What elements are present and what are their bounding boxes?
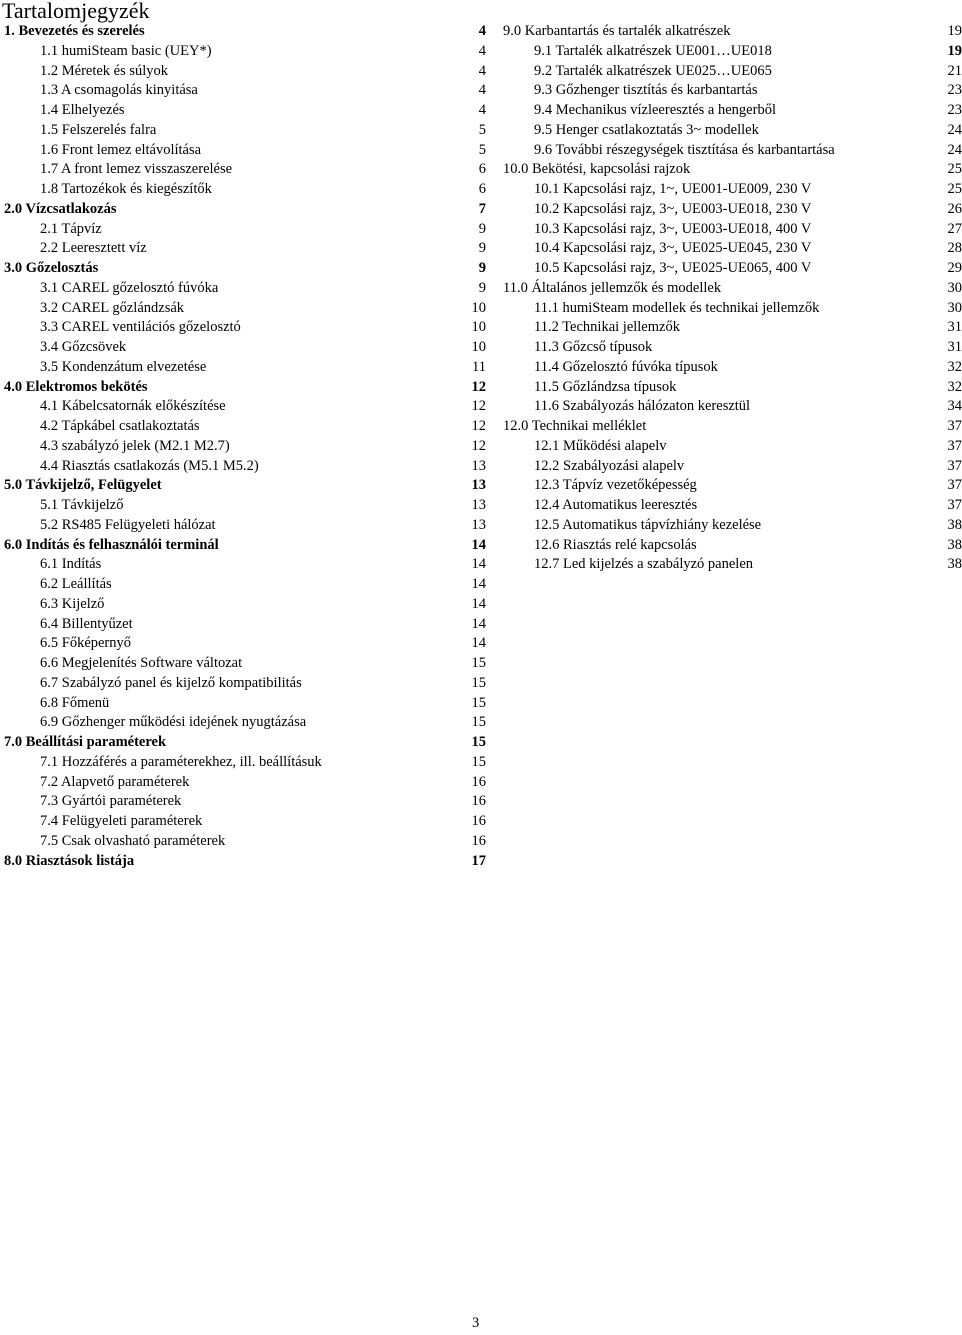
toc-entry-title: 11.3 Gőzcső típusok	[534, 339, 653, 355]
toc-entry[interactable]	[0, 62, 486, 82]
toc-entry[interactable]	[0, 654, 486, 674]
toc-entry-title: 11.6 Szabályozás hálózaton keresztül	[534, 398, 751, 415]
toc-entry[interactable]	[0, 792, 486, 812]
toc-entry-page: 6	[478, 161, 486, 178]
toc-entry[interactable]	[500, 437, 962, 457]
toc-entry-title: 12.4 Automatikus leeresztés	[534, 497, 698, 513]
toc-entry-title: 9.6 További részegységek tisztítása és karbantartása	[534, 141, 835, 158]
toc-entry-page: 9	[478, 279, 486, 296]
toc-entry-page: 24	[947, 121, 962, 138]
toc-entry-title: 6.0 Indítás és felhasználói terminál	[4, 536, 219, 553]
toc-entry-title: 1.1 humiSteam basic (UEY*)	[40, 42, 212, 59]
toc-entry-page: 14	[471, 615, 486, 632]
toc-entry-page: 13	[471, 477, 486, 494]
toc-entry-title: 4.1 Kábelcsatornák előkészítése	[40, 398, 226, 415]
toc-entry-page: 6	[478, 181, 486, 197]
toc-entry-page: 25	[947, 181, 962, 197]
toc-entry[interactable]	[0, 200, 486, 220]
toc-entry[interactable]	[0, 318, 486, 338]
toc-entry-page: 19	[947, 23, 962, 39]
toc-entry[interactable]	[0, 22, 486, 42]
page-number: 3	[472, 1315, 480, 1331]
toc-entry-title: 6.2 Leállítás	[40, 576, 112, 592]
toc-entry-page: 15	[471, 655, 486, 671]
toc-entry-page: 34	[947, 398, 962, 415]
toc-entry-page: 9	[478, 220, 486, 237]
toc-entry-page: 14	[471, 556, 486, 573]
toc-entry[interactable]	[0, 496, 486, 516]
toc-entry[interactable]	[500, 338, 962, 358]
toc-entry-page: 30	[947, 279, 962, 296]
toc-entry[interactable]	[500, 239, 962, 259]
toc-entry-title: 1.8 Tartozékok és kiegészítők	[40, 181, 212, 197]
toc-entry[interactable]	[500, 121, 962, 141]
toc-entry[interactable]	[0, 694, 486, 714]
toc-entry-title: 7.3 Gyártói paraméterek	[40, 793, 182, 810]
toc-entry[interactable]	[0, 220, 486, 240]
toc-entry[interactable]	[500, 496, 962, 516]
toc-entry-page: 17	[471, 852, 486, 869]
toc-entry-page: 23	[947, 82, 962, 99]
toc-entry[interactable]	[500, 476, 962, 496]
toc-entry-page: 12	[471, 437, 486, 454]
toc-entry-page: 12	[471, 398, 486, 415]
toc-entry-title: 11.4 Gőzelosztó fúvóka típusok	[534, 358, 718, 375]
toc-entry-title: 7.2 Alapvető paraméterek	[40, 773, 190, 790]
toc-entry[interactable]	[0, 555, 486, 575]
toc-entry-page: 4	[478, 62, 486, 79]
toc-entry-title: 12.5 Automatikus tápvízhiány kezelése	[534, 516, 762, 533]
toc-entry-title: 6.8 Főmenü	[40, 694, 110, 711]
toc-entry-page: 28	[947, 240, 962, 257]
toc-entry-page: 27	[947, 220, 962, 237]
toc-entry-page: 10	[471, 319, 486, 336]
toc-entry-title: 11.5 Gőzlándzsa típusok	[534, 378, 677, 395]
toc-entry[interactable]	[0, 713, 486, 733]
toc-entry-title: 11.1 humiSteam modellek és technikai jellemzők	[534, 299, 820, 316]
toc-entry-title: 11.0 Általános jellemzők és modellek	[503, 279, 722, 296]
toc-entry-page: 15	[471, 753, 486, 770]
toc-entry[interactable]	[500, 457, 962, 477]
toc-entry-title: 5.0 Távkijelző, Felügyelet	[4, 477, 162, 494]
toc-entry[interactable]	[500, 200, 962, 220]
toc-entry[interactable]	[500, 358, 962, 378]
toc-entry-title: 3.1 CAREL gőzelosztó fúvóka	[40, 279, 219, 296]
toc-entry-title: 1.7 A front lemez visszaszerelése	[40, 161, 233, 178]
toc-entry-page: 32	[947, 358, 962, 375]
toc-entry-title: 4.3 szabályzó jelek (M2.1 M2.7)	[40, 437, 230, 454]
toc-entry[interactable]	[0, 378, 486, 398]
toc-entry-page: 25	[947, 161, 962, 178]
toc-entry[interactable]	[0, 516, 486, 536]
toc-entry-page: 11	[472, 358, 486, 375]
toc-entry-title: 12.7 Led kijelzés a szabályzó panelen	[534, 556, 754, 573]
toc-entry-title: 6.3 Kijelző	[40, 595, 105, 612]
toc-entry[interactable]	[0, 595, 486, 615]
toc-entry-page: 31	[947, 339, 962, 355]
toc-entry[interactable]	[500, 417, 962, 437]
toc-entry-title: 10.3 Kapcsolási rajz, 3~, UE003-UE018, 400 V	[534, 220, 812, 237]
toc-entry[interactable]	[500, 22, 962, 42]
toc-entry-title: 1.3 A csomagolás kinyitása	[40, 82, 198, 99]
toc-entry[interactable]	[0, 160, 486, 180]
toc-entry-page: 12	[471, 418, 486, 434]
toc-entry-page: 38	[947, 556, 962, 573]
toc-entry-title: 1.6 Front lemez eltávolítása	[40, 141, 202, 158]
toc-entry[interactable]	[0, 358, 486, 378]
toc-entry[interactable]	[500, 81, 962, 101]
toc-right-column	[500, 22, 962, 575]
toc-entry-page: 19	[947, 42, 962, 59]
toc-entry-title: 7.4 Felügyeleti paraméterek	[40, 813, 203, 829]
toc-entry[interactable]	[0, 259, 486, 279]
toc-entry[interactable]	[0, 437, 486, 457]
toc-entry[interactable]	[500, 259, 962, 279]
toc-entry-page: 4	[478, 42, 486, 59]
toc-entry-title: 2.0 Vízcsatlakozás	[4, 200, 117, 217]
toc-entry-page: 12	[471, 378, 486, 395]
toc-entry[interactable]	[500, 397, 962, 417]
toc-entry-page: 26	[947, 200, 962, 217]
toc-entry-page: 31	[947, 319, 962, 336]
toc-entry[interactable]	[0, 397, 486, 417]
toc-entry[interactable]	[0, 299, 486, 319]
toc-entry-title: 12.1 Működési alapelv	[534, 437, 667, 454]
toc-entry-page: 13	[471, 457, 486, 474]
toc-entry[interactable]	[0, 773, 486, 793]
toc-entry-title: 10.2 Kapcsolási rajz, 3~, UE003-UE018, 230 V	[534, 200, 812, 217]
toc-entry[interactable]	[500, 555, 962, 575]
toc-entry-page: 37	[947, 437, 962, 454]
toc-entry-page: 16	[471, 832, 486, 849]
toc-entry-page: 30	[947, 299, 962, 316]
toc-entry[interactable]	[0, 753, 486, 773]
toc-entry-title: 12.3 Tápvíz vezetőképesség	[534, 477, 697, 494]
toc-entry-page: 16	[471, 793, 486, 810]
toc-entry[interactable]	[0, 457, 486, 477]
toc-entry-page: 15	[471, 734, 486, 750]
toc-entry-page: 14	[471, 595, 486, 612]
toc-entry-page: 38	[947, 536, 962, 553]
toc-entry-title: 1.4 Elhelyezés	[40, 102, 125, 118]
toc-entry-title: 9.2 Tartalék alkatrészek UE025…UE065	[534, 62, 772, 79]
toc-entry[interactable]	[500, 141, 962, 161]
toc-entry[interactable]	[0, 832, 486, 852]
toc-entry-title: 1.5 Felszerelés falra	[40, 121, 157, 138]
toc-entry-page: 37	[947, 418, 962, 434]
toc-entry-page: 14	[471, 635, 486, 652]
toc-entry[interactable]	[0, 121, 486, 141]
toc-entry-title: 4.2 Tápkábel csatlakoztatás	[40, 418, 200, 434]
toc-entry-page: 15	[471, 694, 486, 711]
toc-entry-title: 4.4 Riasztás csatlakozás (M5.1 M5.2)	[40, 457, 259, 474]
toc-entry[interactable]	[500, 378, 962, 398]
toc-entry-page: 9	[478, 240, 486, 257]
toc-entry-page: 5	[478, 141, 486, 158]
toc-entry-page: 10	[471, 299, 486, 316]
toc-entry-page: 15	[471, 674, 486, 691]
toc-entry-page: 37	[947, 457, 962, 474]
toc-entry-title: 5.1 Távkijelző	[40, 497, 124, 513]
toc-entry[interactable]	[0, 279, 486, 299]
toc-entry[interactable]	[0, 733, 486, 753]
toc-entry-page: 4	[478, 23, 486, 39]
toc-entry[interactable]	[0, 812, 486, 832]
toc-entry-title: 12.0 Technikai melléklet	[503, 418, 647, 434]
toc-entry-title: 3.2 CAREL gőzlándzsák	[40, 299, 185, 316]
toc-entry[interactable]	[0, 575, 486, 595]
page-title: Tartalomjegyzék	[2, 0, 150, 23]
toc-entry-title: 6.6 Megjelenítés Software változat	[40, 655, 243, 671]
toc-entry-page: 37	[947, 497, 962, 513]
toc-entry-page: 10	[471, 339, 486, 355]
toc-entry-page: 23	[947, 102, 962, 118]
toc-entry-title: 2.1 Tápvíz	[40, 220, 102, 237]
toc-entry-title: 2.2 Leeresztett víz	[40, 240, 147, 257]
toc-entry-title: 3.4 Gőzcsövek	[40, 339, 127, 355]
toc-entry-title: 12.6 Riasztás relé kapcsolás	[534, 536, 697, 553]
toc-entry-title: 12.2 Szabályozási alapelv	[534, 457, 685, 474]
toc-entry-title: 10.1 Kapcsolási rajz, 1~, UE001-UE009, 230 V	[534, 181, 812, 197]
toc-entry[interactable]	[0, 476, 486, 496]
toc-entry-page: 13	[471, 516, 486, 533]
toc-entry[interactable]	[0, 42, 486, 62]
toc-entry[interactable]	[500, 62, 962, 82]
toc-entry-title: 3.0 Gőzelosztás	[4, 260, 99, 276]
toc-entry-page: 37	[947, 477, 962, 494]
toc-entry[interactable]	[0, 180, 486, 200]
toc-entry-page: 16	[471, 773, 486, 790]
toc-entry-title: 10.4 Kapcsolási rajz, 3~, UE025-UE045, 230 V	[534, 240, 812, 257]
toc-entry-page: 13	[471, 497, 486, 513]
toc-entry-page: 9	[478, 260, 486, 276]
toc-entry-page: 29	[947, 260, 962, 276]
toc-entry-title: 7.5 Csak olvasható paraméterek	[40, 832, 226, 849]
toc-entry[interactable]	[0, 634, 486, 654]
toc-entry[interactable]	[500, 516, 962, 536]
toc-entry[interactable]	[0, 101, 486, 121]
toc-entry[interactable]	[0, 852, 486, 872]
toc-entry-title: 6.1 Indítás	[40, 556, 102, 573]
toc-entry[interactable]	[500, 279, 962, 299]
toc-entry-page: 21	[947, 62, 962, 79]
toc-entry-title: 7.0 Beállítási paraméterek	[4, 734, 167, 750]
toc-left-column	[0, 22, 486, 871]
toc-entry[interactable]	[500, 318, 962, 338]
toc-entry-title: 10.5 Kapcsolási rajz, 3~, UE025-UE065, 400 V	[534, 260, 812, 276]
toc-entry-page: 4	[478, 102, 486, 118]
toc-entry-page: 14	[471, 576, 486, 592]
toc-entry[interactable]	[500, 101, 962, 121]
toc-entry[interactable]	[0, 536, 486, 556]
toc-entry-title: 1. Bevezetés és szerelés	[4, 23, 145, 39]
toc-entry-page: 7	[478, 200, 486, 217]
toc-entry-title: 6.9 Gőzhenger működési idejének nyugtázása	[40, 714, 307, 731]
toc-entry-title: 9.5 Henger csatlakoztatás 3~ modellek	[534, 121, 759, 138]
toc-entry-title: 10.0 Bekötési, kapcsolási rajzok	[503, 161, 691, 178]
toc-entry-title: 8.0 Riasztások listája	[4, 852, 135, 869]
toc-entry-title: 9.0 Karbantartás és tartalék alkatrészek	[503, 23, 731, 39]
toc-entry[interactable]	[500, 536, 962, 556]
toc-entry[interactable]	[500, 180, 962, 200]
toc-entry-page: 38	[947, 516, 962, 533]
toc-entry[interactable]	[500, 220, 962, 240]
toc-entry-title: 7.1 Hozzáférés a paraméterekhez, ill. beállításuk	[40, 753, 322, 770]
toc-entry-title: 9.1 Tartalék alkatrészek UE001…UE018	[534, 42, 772, 59]
toc-entry-title: 9.3 Gőzhenger tisztítás és karbantartás	[534, 82, 758, 99]
toc-entry-page: 5	[478, 121, 486, 138]
toc-entry[interactable]	[0, 338, 486, 358]
toc-entry[interactable]	[500, 299, 962, 319]
toc-entry-page: 15	[471, 714, 486, 731]
toc-entry[interactable]	[0, 417, 486, 437]
toc-entry-page: 32	[947, 378, 962, 395]
toc-entry-title: 6.4 Billentyűzet	[40, 615, 133, 632]
toc-entry-title: 1.2 Méretek és súlyok	[40, 62, 169, 79]
toc-entry-title: 3.3 CAREL ventilációs gőzelosztó	[40, 319, 241, 336]
toc-entry-title: 3.5 Kondenzátum elvezetése	[40, 358, 207, 375]
toc-entry-page: 24	[947, 141, 962, 158]
toc-entry[interactable]	[0, 81, 486, 101]
toc-entry-page: 14	[471, 536, 486, 553]
toc-entry[interactable]	[0, 674, 486, 694]
toc-entry[interactable]	[500, 160, 962, 180]
toc-entry-title: 4.0 Elektromos bekötés	[4, 378, 148, 395]
toc-entry-title: 9.4 Mechanikus vízleeresztés a hengerből	[534, 102, 776, 118]
toc-entry-title: 5.2 RS485 Felügyeleti hálózat	[40, 516, 216, 533]
toc-entry-title: 11.2 Technikai jellemzők	[534, 319, 680, 336]
toc-entry-title: 6.7 Szabályzó panel és kijelző kompatibilitás	[40, 674, 302, 691]
toc-entry[interactable]	[500, 42, 962, 62]
toc-entry-title: 6.5 Főképernyő	[40, 635, 132, 652]
toc-entry[interactable]	[0, 615, 486, 635]
toc-entry[interactable]	[0, 239, 486, 259]
toc-entry-page: 16	[471, 813, 486, 829]
toc-entry[interactable]	[0, 141, 486, 161]
toc-entry-page: 4	[478, 82, 486, 99]
